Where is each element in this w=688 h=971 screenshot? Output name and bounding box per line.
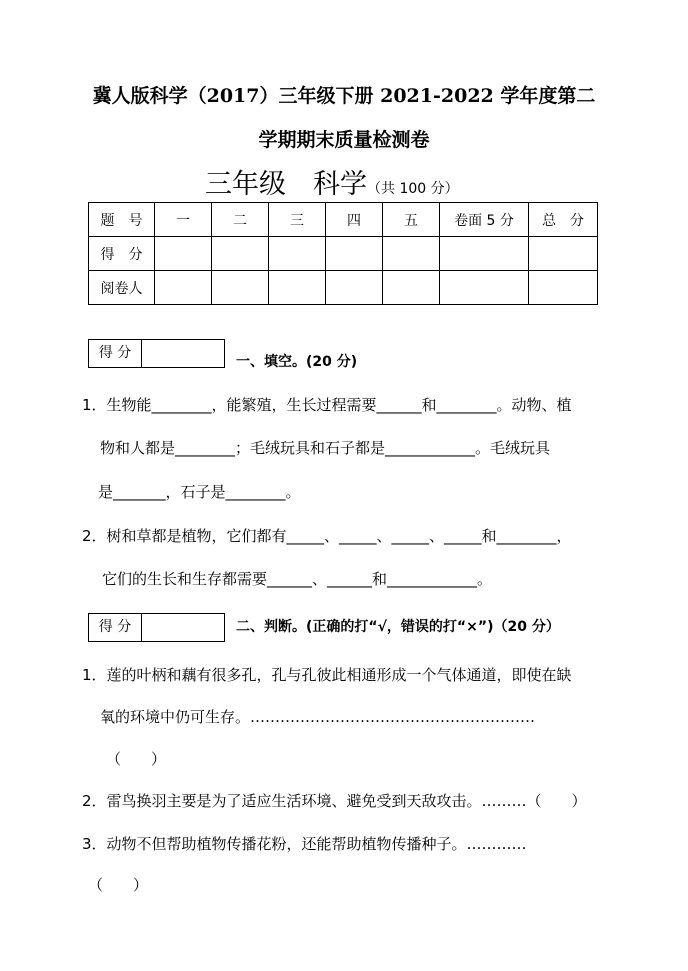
subject-total-points: （共 100 分） (367, 181, 459, 197)
grader-cell[interactable] (383, 271, 440, 305)
header-cell: 卷面 5 分 (440, 203, 529, 237)
score-table (88, 202, 598, 305)
grader-cell[interactable] (212, 271, 269, 305)
header-cell: 题 号 (89, 203, 155, 237)
header-cell: 五 (383, 203, 440, 237)
exam-title-line2: 学期期末质量检测卷 (258, 129, 430, 151)
header-cell: 二 (212, 203, 269, 237)
section2-heading: 二、判断。(正确的打“√，错误的打“×”)（20 分） (236, 619, 560, 635)
section2-score-box (88, 613, 225, 642)
question-line: 氧的环境中仍可生存。………………………………………………… (100, 708, 536, 726)
question-line: 物和人都是________；毛绒玩具和石子都是____________。毛绒玩具 (100, 439, 551, 457)
score-cell[interactable] (269, 237, 326, 271)
score-cell[interactable] (440, 237, 529, 271)
header-cell: 四 (326, 203, 383, 237)
score-cell[interactable] (212, 237, 269, 271)
score-cell[interactable] (155, 237, 212, 271)
subject-main: 三年级 科学 (205, 169, 367, 200)
section1-score-box (88, 339, 225, 368)
row-label: 得 分 (89, 237, 155, 271)
grader-cell[interactable] (529, 271, 598, 305)
header-cell: 一 (155, 203, 212, 237)
score-box-value[interactable] (142, 340, 224, 367)
score-row (89, 237, 598, 271)
score-box-label: 得 分 (89, 340, 142, 367)
section1-heading: 一、填空。(20 分) (236, 354, 358, 370)
score-cell[interactable] (383, 237, 440, 271)
grader-cell[interactable] (269, 271, 326, 305)
grader-row (89, 271, 598, 305)
header-cell: 总 分 (529, 203, 598, 237)
score-table-header-row (89, 203, 598, 237)
question-line: 它们的生长和生存都需要______、______和____________。 (102, 570, 493, 588)
exam-subject (205, 168, 459, 206)
exam-title-line1: 冀人版科学（2017）三年级下册 2021-2022 学年度第二 (92, 85, 596, 107)
grader-cell[interactable] (155, 271, 212, 305)
score-cell[interactable] (529, 237, 598, 271)
question-line: 是_______，石子是________。 (98, 483, 301, 501)
question-line: 1．生物能________，能繁殖，生长过程需要______和________。动物、植 (82, 396, 572, 414)
answer-parentheses[interactable]: （ ） (106, 750, 167, 768)
score-box-label: 得 分 (89, 614, 142, 641)
question-line: 2．雷鸟换羽主要是为了适应生活环境、避免受到天敌攻击。………（ ） (82, 792, 587, 810)
grader-cell[interactable] (326, 271, 383, 305)
question-line: 2．树和草都是植物，它们都有_____、_____、_____、_____和________， (82, 527, 572, 545)
row-label: 阅卷人 (89, 271, 155, 305)
question-line: 1．莲的叶柄和藕有很多孔，孔与孔彼此相通形成一个气体通道，即使在缺 (82, 666, 572, 684)
answer-parentheses[interactable]: （ ） (88, 876, 149, 894)
score-cell[interactable] (326, 237, 383, 271)
grader-cell[interactable] (440, 271, 529, 305)
header-cell: 三 (269, 203, 326, 237)
score-box-value[interactable] (142, 614, 224, 641)
question-line: 3．动物不但帮助植物传播花粉，还能帮助植物传播种子。………… (82, 835, 527, 853)
